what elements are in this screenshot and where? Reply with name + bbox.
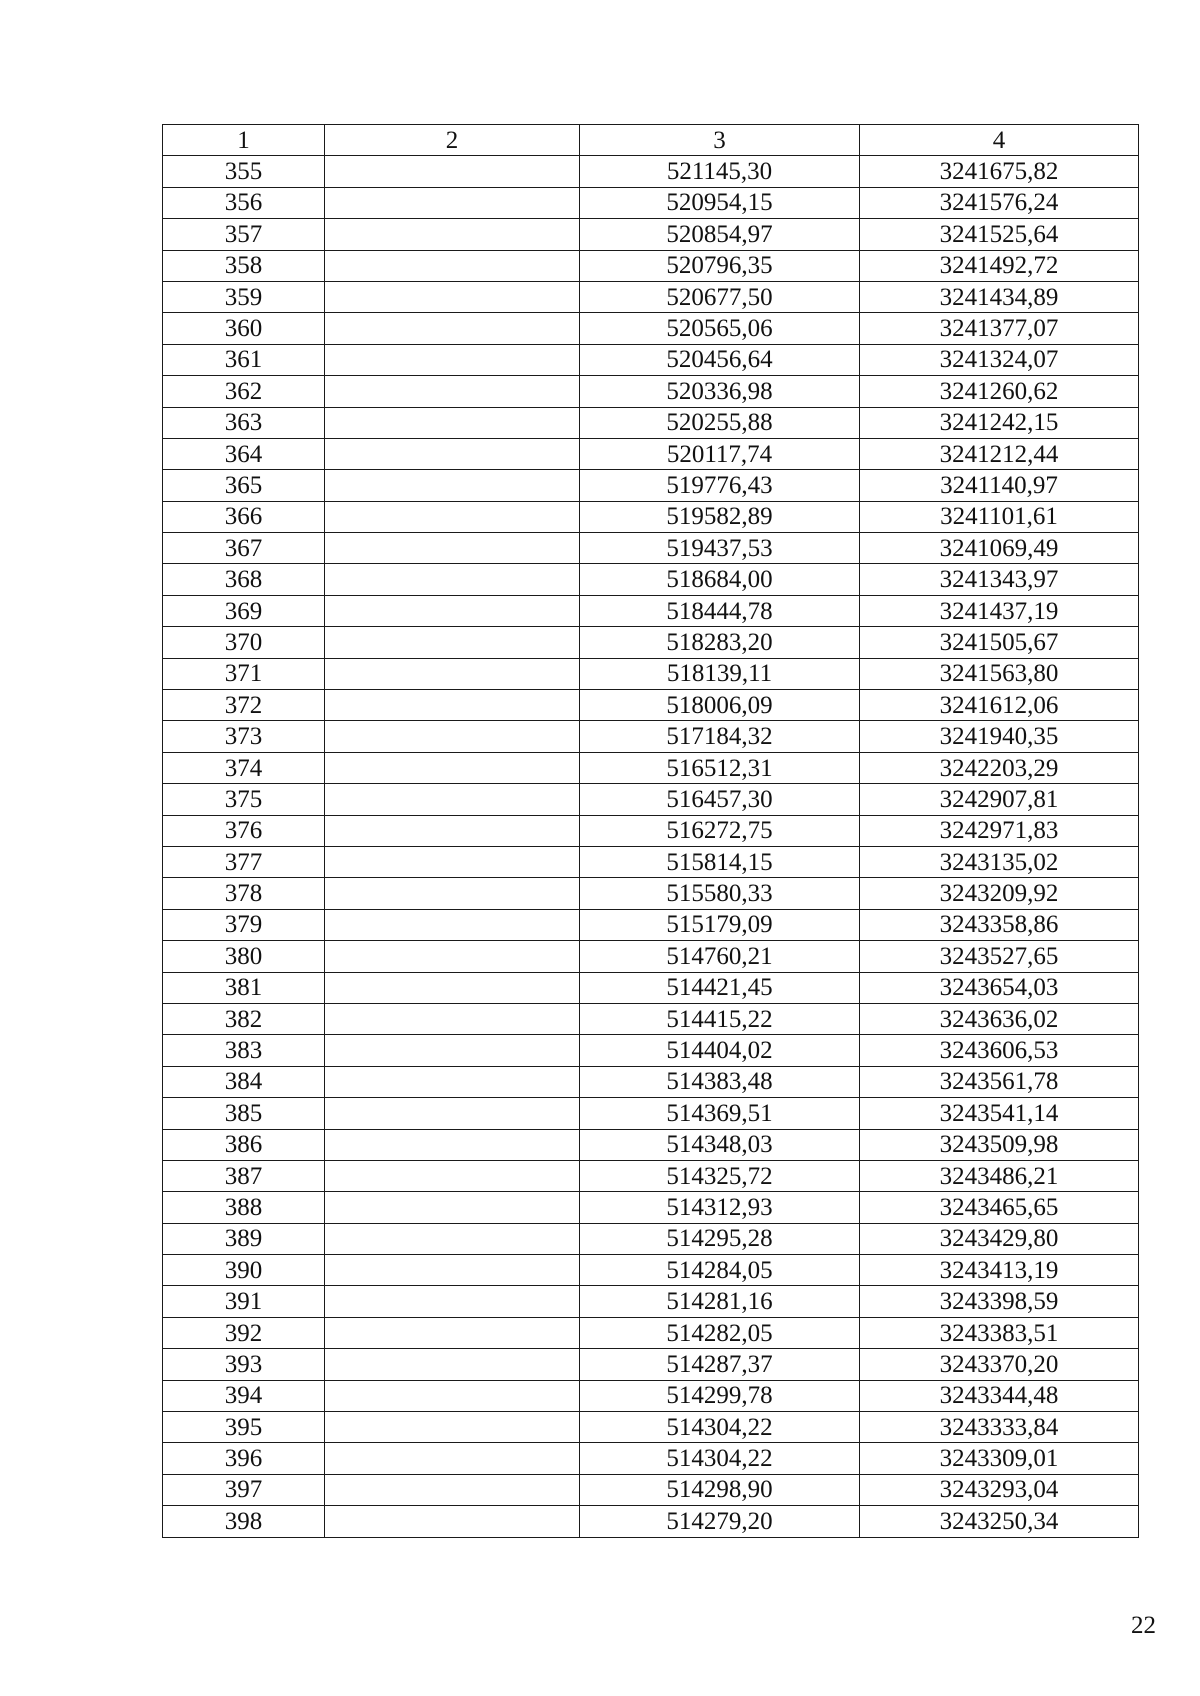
description-cell xyxy=(325,595,580,626)
point-number-cell: 367 xyxy=(163,533,325,564)
table-row xyxy=(163,595,1139,626)
y-coordinate-cell: 3242203,29 xyxy=(860,752,1139,783)
table-row xyxy=(163,187,1139,218)
y-coordinate-cell: 3243413,19 xyxy=(860,1255,1139,1286)
x-coordinate-cell: 518006,09 xyxy=(580,690,860,721)
table-row xyxy=(163,407,1139,438)
y-coordinate-cell: 3242907,81 xyxy=(860,784,1139,815)
y-coordinate-cell: 3241377,07 xyxy=(860,313,1139,344)
description-cell xyxy=(325,1066,580,1097)
table-row xyxy=(163,250,1139,281)
x-coordinate-cell: 521145,30 xyxy=(580,156,860,187)
description-cell xyxy=(325,376,580,407)
x-coordinate-cell: 516272,75 xyxy=(580,815,860,846)
table-row xyxy=(163,658,1139,689)
point-number-cell: 374 xyxy=(163,752,325,783)
table-row xyxy=(163,909,1139,940)
description-cell xyxy=(325,1349,580,1380)
x-coordinate-cell: 514415,22 xyxy=(580,1003,860,1034)
description-cell xyxy=(325,941,580,972)
y-coordinate-cell: 3241505,67 xyxy=(860,627,1139,658)
x-coordinate-cell: 520336,98 xyxy=(580,376,860,407)
description-cell xyxy=(325,1286,580,1317)
x-coordinate-cell: 519776,43 xyxy=(580,470,860,501)
table-row xyxy=(163,941,1139,972)
y-coordinate-cell: 3241324,07 xyxy=(860,344,1139,375)
description-cell xyxy=(325,407,580,438)
table-row xyxy=(163,1506,1139,1537)
table-row xyxy=(163,972,1139,1003)
y-coordinate-cell: 3241576,24 xyxy=(860,187,1139,218)
point-number-cell: 394 xyxy=(163,1380,325,1411)
y-coordinate-cell: 3241492,72 xyxy=(860,250,1139,281)
description-cell xyxy=(325,1098,580,1129)
table-row xyxy=(163,1129,1139,1160)
point-number-cell: 381 xyxy=(163,972,325,1003)
description-cell xyxy=(325,658,580,689)
table-row xyxy=(163,313,1139,344)
point-number-cell: 388 xyxy=(163,1192,325,1223)
table-row xyxy=(163,564,1139,595)
table-row xyxy=(163,1255,1139,1286)
table-row xyxy=(163,1223,1139,1254)
point-number-cell: 383 xyxy=(163,1035,325,1066)
description-cell xyxy=(325,1223,580,1254)
table-row xyxy=(163,784,1139,815)
point-number-cell: 361 xyxy=(163,344,325,375)
table-row xyxy=(163,281,1139,312)
y-coordinate-cell: 3242971,83 xyxy=(860,815,1139,846)
x-coordinate-cell: 514325,72 xyxy=(580,1160,860,1191)
point-number-cell: 387 xyxy=(163,1160,325,1191)
point-number-cell: 395 xyxy=(163,1412,325,1443)
x-coordinate-cell: 514312,93 xyxy=(580,1192,860,1223)
y-coordinate-cell: 3243509,98 xyxy=(860,1129,1139,1160)
x-coordinate-cell: 514760,21 xyxy=(580,941,860,972)
description-cell xyxy=(325,878,580,909)
table-row xyxy=(163,1474,1139,1505)
header-row xyxy=(163,125,1139,156)
point-number-cell: 362 xyxy=(163,376,325,407)
description-cell xyxy=(325,1129,580,1160)
x-coordinate-cell: 518444,78 xyxy=(580,595,860,626)
table-row xyxy=(163,1412,1139,1443)
y-coordinate-cell: 3243250,34 xyxy=(860,1506,1139,1537)
point-number-cell: 397 xyxy=(163,1474,325,1505)
x-coordinate-cell: 514287,37 xyxy=(580,1349,860,1380)
description-cell xyxy=(325,344,580,375)
description-cell xyxy=(325,187,580,218)
point-number-cell: 358 xyxy=(163,250,325,281)
point-number-cell: 368 xyxy=(163,564,325,595)
point-number-cell: 370 xyxy=(163,627,325,658)
y-coordinate-cell: 3241069,49 xyxy=(860,533,1139,564)
description-cell xyxy=(325,533,580,564)
table-row xyxy=(163,752,1139,783)
point-number-cell: 357 xyxy=(163,219,325,250)
point-number-cell: 363 xyxy=(163,407,325,438)
x-coordinate-cell: 514281,16 xyxy=(580,1286,860,1317)
description-cell xyxy=(325,219,580,250)
y-coordinate-cell: 3241612,06 xyxy=(860,690,1139,721)
x-coordinate-cell: 518283,20 xyxy=(580,627,860,658)
point-number-cell: 373 xyxy=(163,721,325,752)
point-number-cell: 376 xyxy=(163,815,325,846)
point-number-cell: 359 xyxy=(163,281,325,312)
x-coordinate-cell: 520255,88 xyxy=(580,407,860,438)
table-row xyxy=(163,438,1139,469)
description-cell xyxy=(325,1443,580,1474)
description-cell xyxy=(325,1192,580,1223)
description-cell xyxy=(325,438,580,469)
x-coordinate-cell: 514421,45 xyxy=(580,972,860,1003)
point-number-cell: 360 xyxy=(163,313,325,344)
y-coordinate-cell: 3243383,51 xyxy=(860,1317,1139,1348)
x-coordinate-cell: 517184,32 xyxy=(580,721,860,752)
description-cell xyxy=(325,470,580,501)
y-coordinate-cell: 3241140,97 xyxy=(860,470,1139,501)
x-coordinate-cell: 518139,11 xyxy=(580,658,860,689)
x-coordinate-cell: 514298,90 xyxy=(580,1474,860,1505)
y-coordinate-cell: 3243541,14 xyxy=(860,1098,1139,1129)
point-number-cell: 371 xyxy=(163,658,325,689)
table-row xyxy=(163,1349,1139,1380)
point-number-cell: 385 xyxy=(163,1098,325,1129)
description-cell xyxy=(325,909,580,940)
point-number-cell: 393 xyxy=(163,1349,325,1380)
y-coordinate-cell: 3241242,15 xyxy=(860,407,1139,438)
description-cell xyxy=(325,1003,580,1034)
table-row xyxy=(163,344,1139,375)
y-coordinate-cell: 3241434,89 xyxy=(860,281,1139,312)
header-cell-1: 1 xyxy=(163,125,325,156)
y-coordinate-cell: 3241675,82 xyxy=(860,156,1139,187)
table-row xyxy=(163,721,1139,752)
y-coordinate-cell: 3243606,53 xyxy=(860,1035,1139,1066)
description-cell xyxy=(325,250,580,281)
table-row xyxy=(163,533,1139,564)
x-coordinate-cell: 516457,30 xyxy=(580,784,860,815)
point-number-cell: 379 xyxy=(163,909,325,940)
x-coordinate-cell: 514348,03 xyxy=(580,1129,860,1160)
description-cell xyxy=(325,972,580,1003)
description-cell xyxy=(325,752,580,783)
description-cell xyxy=(325,690,580,721)
y-coordinate-cell: 3243429,80 xyxy=(860,1223,1139,1254)
description-cell xyxy=(325,281,580,312)
x-coordinate-cell: 514304,22 xyxy=(580,1443,860,1474)
table-row xyxy=(163,219,1139,250)
point-number-cell: 366 xyxy=(163,501,325,532)
y-coordinate-cell: 3243465,65 xyxy=(860,1192,1139,1223)
table-row xyxy=(163,690,1139,721)
x-coordinate-cell: 514282,05 xyxy=(580,1317,860,1348)
x-coordinate-cell: 519437,53 xyxy=(580,533,860,564)
point-number-cell: 389 xyxy=(163,1223,325,1254)
x-coordinate-cell: 519582,89 xyxy=(580,501,860,532)
header-cell-4: 4 xyxy=(860,125,1139,156)
y-coordinate-cell: 3241940,35 xyxy=(860,721,1139,752)
table-row xyxy=(163,1286,1139,1317)
table-row xyxy=(163,470,1139,501)
point-number-cell: 386 xyxy=(163,1129,325,1160)
x-coordinate-cell: 514284,05 xyxy=(580,1255,860,1286)
x-coordinate-cell: 520677,50 xyxy=(580,281,860,312)
table-row xyxy=(163,156,1139,187)
table-row xyxy=(163,1003,1139,1034)
point-number-cell: 369 xyxy=(163,595,325,626)
table-row xyxy=(163,501,1139,532)
table-row xyxy=(163,878,1139,909)
y-coordinate-cell: 3241101,61 xyxy=(860,501,1139,532)
description-cell xyxy=(325,1380,580,1411)
description-cell xyxy=(325,846,580,877)
point-number-cell: 382 xyxy=(163,1003,325,1034)
y-coordinate-cell: 3243358,86 xyxy=(860,909,1139,940)
point-number-cell: 380 xyxy=(163,941,325,972)
table-row xyxy=(163,1160,1139,1191)
y-coordinate-cell: 3243654,03 xyxy=(860,972,1139,1003)
table-row xyxy=(163,815,1139,846)
point-number-cell: 391 xyxy=(163,1286,325,1317)
table-row xyxy=(163,846,1139,877)
y-coordinate-cell: 3243344,48 xyxy=(860,1380,1139,1411)
y-coordinate-cell: 3243333,84 xyxy=(860,1412,1139,1443)
y-coordinate-cell: 3241212,44 xyxy=(860,438,1139,469)
point-number-cell: 396 xyxy=(163,1443,325,1474)
y-coordinate-cell: 3243209,92 xyxy=(860,878,1139,909)
point-number-cell: 364 xyxy=(163,438,325,469)
x-coordinate-cell: 515179,09 xyxy=(580,909,860,940)
description-cell xyxy=(325,815,580,846)
coordinates-table xyxy=(162,124,1139,1538)
description-cell xyxy=(325,1255,580,1286)
table-row xyxy=(163,1443,1139,1474)
description-cell xyxy=(325,1317,580,1348)
description-cell xyxy=(325,1412,580,1443)
point-number-cell: 372 xyxy=(163,690,325,721)
x-coordinate-cell: 514299,78 xyxy=(580,1380,860,1411)
point-number-cell: 375 xyxy=(163,784,325,815)
description-cell xyxy=(325,1160,580,1191)
x-coordinate-cell: 514383,48 xyxy=(580,1066,860,1097)
table-row xyxy=(163,627,1139,658)
table-body xyxy=(163,156,1139,1537)
x-coordinate-cell: 516512,31 xyxy=(580,752,860,783)
x-coordinate-cell: 514369,51 xyxy=(580,1098,860,1129)
description-cell xyxy=(325,313,580,344)
table-row xyxy=(163,1317,1139,1348)
y-coordinate-cell: 3241525,64 xyxy=(860,219,1139,250)
y-coordinate-cell: 3241437,19 xyxy=(860,595,1139,626)
point-number-cell: 384 xyxy=(163,1066,325,1097)
table-row xyxy=(163,1066,1139,1097)
x-coordinate-cell: 514304,22 xyxy=(580,1412,860,1443)
x-coordinate-cell: 515580,33 xyxy=(580,878,860,909)
y-coordinate-cell: 3243486,21 xyxy=(860,1160,1139,1191)
y-coordinate-cell: 3243398,59 xyxy=(860,1286,1139,1317)
y-coordinate-cell: 3241563,80 xyxy=(860,658,1139,689)
y-coordinate-cell: 3243309,01 xyxy=(860,1443,1139,1474)
table-row xyxy=(163,1380,1139,1411)
x-coordinate-cell: 520796,35 xyxy=(580,250,860,281)
description-cell xyxy=(325,1474,580,1505)
description-cell xyxy=(325,1035,580,1066)
x-coordinate-cell: 514295,28 xyxy=(580,1223,860,1254)
point-number-cell: 365 xyxy=(163,470,325,501)
point-number-cell: 392 xyxy=(163,1317,325,1348)
y-coordinate-cell: 3243135,02 xyxy=(860,846,1139,877)
y-coordinate-cell: 3241260,62 xyxy=(860,376,1139,407)
description-cell xyxy=(325,721,580,752)
point-number-cell: 377 xyxy=(163,846,325,877)
x-coordinate-cell: 518684,00 xyxy=(580,564,860,595)
point-number-cell: 398 xyxy=(163,1506,325,1537)
description-cell xyxy=(325,564,580,595)
description-cell xyxy=(325,1506,580,1537)
table-row xyxy=(163,1192,1139,1223)
y-coordinate-cell: 3243561,78 xyxy=(860,1066,1139,1097)
description-cell xyxy=(325,501,580,532)
table-row xyxy=(163,1035,1139,1066)
point-number-cell: 390 xyxy=(163,1255,325,1286)
y-coordinate-cell: 3243293,04 xyxy=(860,1474,1139,1505)
x-coordinate-cell: 520117,74 xyxy=(580,438,860,469)
y-coordinate-cell: 3243527,65 xyxy=(860,941,1139,972)
description-cell xyxy=(325,156,580,187)
y-coordinate-cell: 3241343,97 xyxy=(860,564,1139,595)
page-number: 22 xyxy=(1131,1612,1156,1639)
x-coordinate-cell: 520565,06 xyxy=(580,313,860,344)
point-number-cell: 378 xyxy=(163,878,325,909)
point-number-cell: 356 xyxy=(163,187,325,218)
header-cell-3: 3 xyxy=(580,125,860,156)
table-row xyxy=(163,1098,1139,1129)
table-row xyxy=(163,376,1139,407)
x-coordinate-cell: 520954,15 xyxy=(580,187,860,218)
x-coordinate-cell: 520456,64 xyxy=(580,344,860,375)
y-coordinate-cell: 3243370,20 xyxy=(860,1349,1139,1380)
x-coordinate-cell: 514404,02 xyxy=(580,1035,860,1066)
x-coordinate-cell: 520854,97 xyxy=(580,219,860,250)
description-cell xyxy=(325,627,580,658)
point-number-cell: 355 xyxy=(163,156,325,187)
description-cell xyxy=(325,784,580,815)
table-header xyxy=(163,125,1139,156)
header-cell-2: 2 xyxy=(325,125,580,156)
y-coordinate-cell: 3243636,02 xyxy=(860,1003,1139,1034)
x-coordinate-cell: 514279,20 xyxy=(580,1506,860,1537)
x-coordinate-cell: 515814,15 xyxy=(580,846,860,877)
